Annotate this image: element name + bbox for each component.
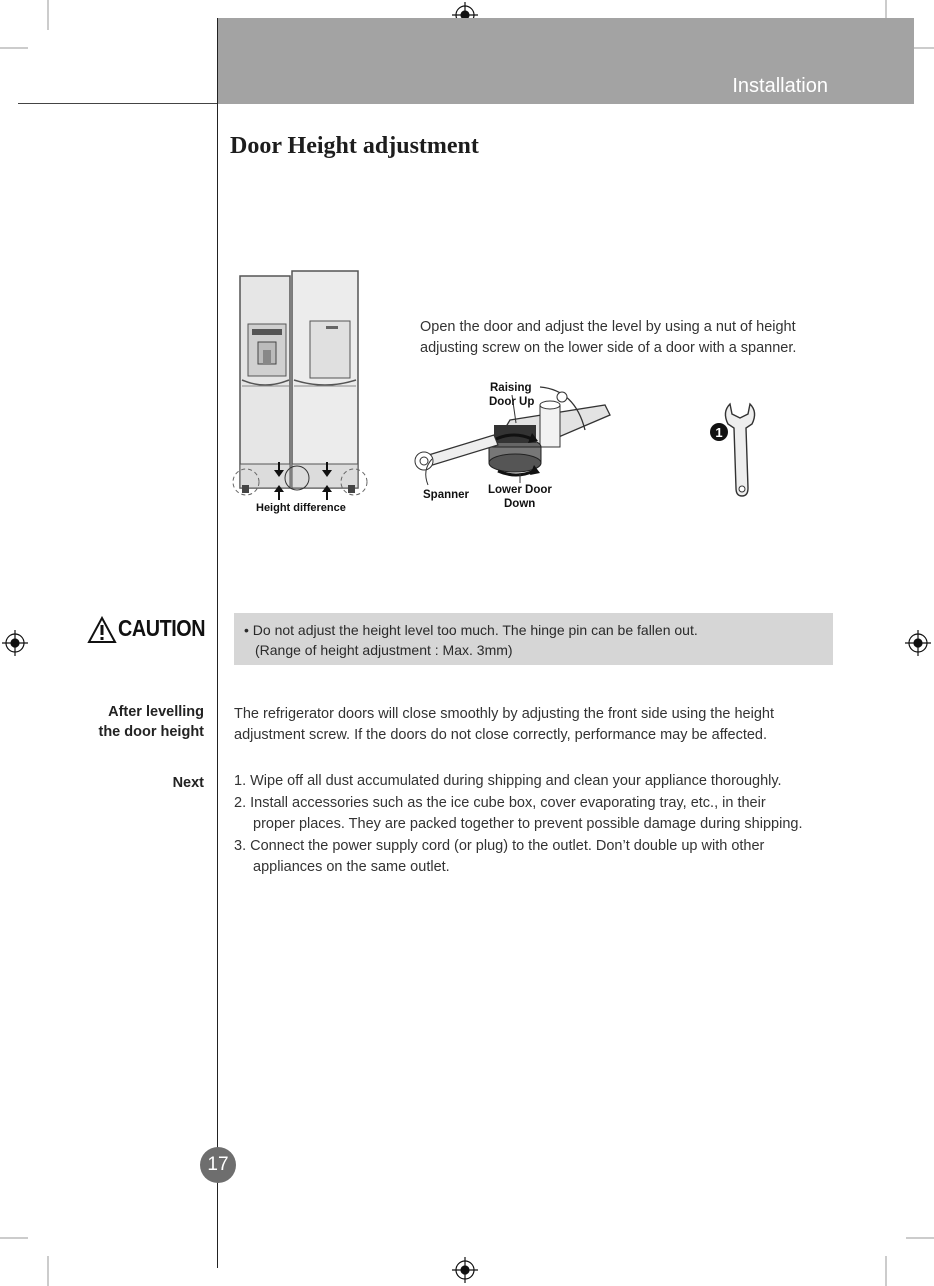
caution-text: • Do not adjust the height level too much. The hinge pin can be fallen out. [244,622,698,638]
instruction-text [420,317,840,359]
step-item [234,836,764,878]
lower-door-label: Lower Door [488,484,552,496]
instruction-line: Open the door and adjust the level by using a nut of height [420,319,796,335]
step-line: proper places. They are packed together to prevent possible damage during shipping. [253,816,803,832]
step-line: 2. Install accessories such as the ice cube box, cover evaporating tray, etc., in their [234,795,766,811]
registration-mark-bottom [452,1257,478,1283]
step-item [234,793,802,835]
margin-rule [217,18,218,1268]
raising-label: Door Up [489,396,535,408]
caution-label: CAUTION [118,615,206,641]
callout-number: 1 [715,425,723,440]
step-line: 1. Wipe off all dust accumulated during shipping and clean your appliance thoroughly. [234,773,782,789]
height-difference-label: Height difference [256,502,346,514]
caution-text: (Range of height adjustment : Max. 3mm) [255,642,513,658]
instruction-line: adjusting screw on the lower side of a door with a spanner. [420,340,797,356]
registration-mark-right [905,630,931,656]
side-label-line: After levelling [108,704,204,720]
lower-door-label: Down [504,498,536,510]
spanner-label: Spanner [423,489,470,501]
body-line: adjustment screw. If the doors do not close correctly, performance may be affected. [234,727,768,743]
after-levelling-label [98,702,204,742]
warning-triangle-icon [87,616,117,644]
header-rule [18,103,218,104]
step-item [234,771,782,792]
next-label: Next [172,775,204,791]
registration-mark-left [2,630,28,656]
page-title: Door Height adjustment [230,133,479,159]
refrigerator-illustration [228,266,378,518]
page-number: 17 [200,1147,236,1183]
after-levelling-text [234,704,834,746]
section-tag: Installation [732,75,828,97]
step-line: appliances on the same outlet. [253,859,450,875]
side-label-line: the door height [98,724,204,740]
body-line: The refrigerator doors will close smoothly by adjusting the front side using the height [234,706,775,722]
hinge-spanner-illustration [410,375,620,515]
step-line: 3. Connect the power supply cord (or plug) to the outlet. Don’t double up with other [234,838,765,854]
wrench-illustration [700,398,770,500]
raising-label: Raising [490,382,532,394]
